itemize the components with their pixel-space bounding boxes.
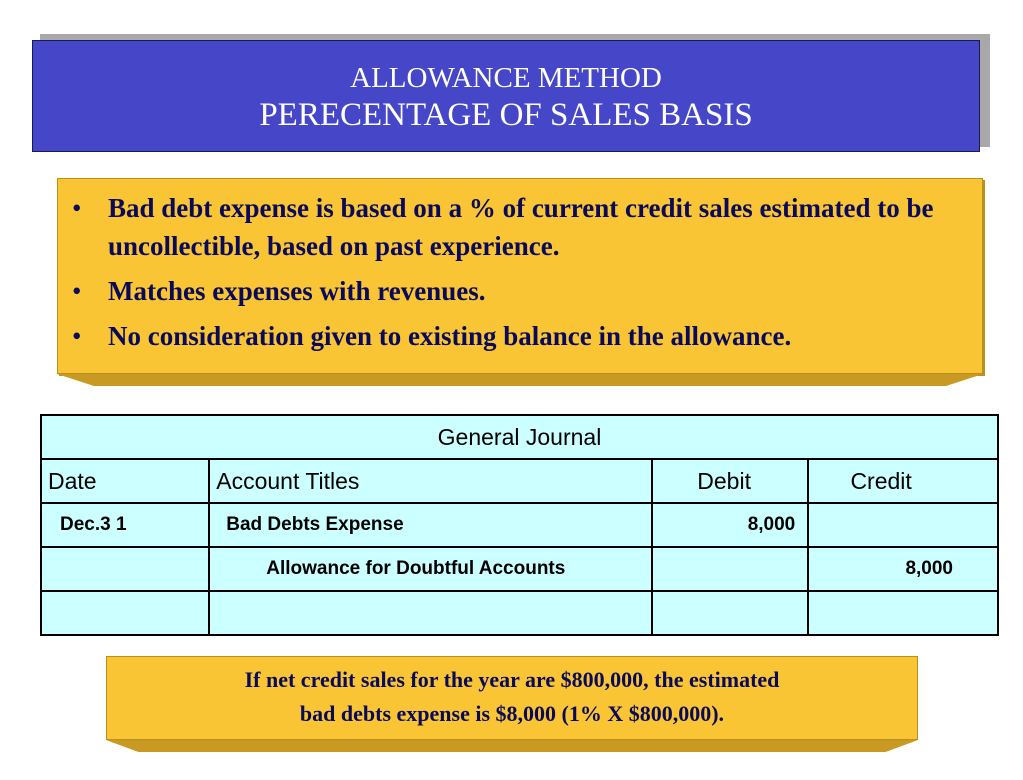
table-row	[41, 591, 998, 635]
entry-account: Bad Debts Expense	[209, 503, 652, 547]
entry-date: Dec.3 1	[41, 503, 209, 547]
entry-credit	[808, 591, 998, 635]
entry-credit	[808, 503, 998, 547]
bullet-item	[72, 189, 962, 265]
entry-debit	[652, 547, 808, 591]
title-banner	[32, 40, 980, 152]
note-line-1: If net credit sales for the year are $800,000, the estimated	[244, 667, 780, 692]
bullet-item	[72, 317, 962, 355]
column-header-credit: Credit	[808, 459, 998, 503]
bullet-icon: •	[72, 321, 82, 351]
journal-header-row	[41, 459, 998, 503]
entry-date	[41, 591, 209, 635]
note-bevel	[106, 740, 918, 752]
table-row	[41, 503, 998, 547]
column-header-debit: Debit	[652, 459, 808, 503]
bullet-text: No consideration given to existing balance in the allowance.	[108, 321, 792, 351]
column-header-date: Date	[41, 459, 209, 503]
bullet-list	[58, 179, 982, 355]
entry-date	[41, 547, 209, 591]
journal-title: General Journal	[41, 415, 998, 459]
entry-account	[209, 591, 652, 635]
bullet-text: Bad debt expense is based on a % of current credit sales estimated to be uncollectible, based on past experience.	[108, 193, 934, 261]
journal-title-row	[41, 415, 998, 459]
example-note	[106, 656, 918, 740]
entry-account: Allowance for Doubtful Accounts	[209, 547, 652, 591]
bullet-panel	[57, 178, 983, 374]
entry-debit	[652, 591, 808, 635]
bullet-text: Matches expenses with revenues.	[108, 276, 486, 306]
note-line-2: bad debts expense is $8,000 (1% X $800,000).	[299, 701, 725, 726]
bullet-icon: •	[72, 193, 82, 223]
bullet-icon: •	[72, 276, 82, 306]
title-line-2: PERECENTAGE OF SALES BASIS	[259, 97, 753, 133]
title-line-1: ALLOWANCE METHOD	[350, 62, 662, 94]
bullet-item	[72, 272, 962, 310]
entry-debit: 8,000	[652, 503, 808, 547]
table-row	[41, 547, 998, 591]
general-journal-table	[40, 414, 999, 636]
entry-credit: 8,000	[808, 547, 998, 591]
bullet-panel-bevel	[57, 374, 983, 386]
column-header-account: Account Titles	[209, 459, 652, 503]
